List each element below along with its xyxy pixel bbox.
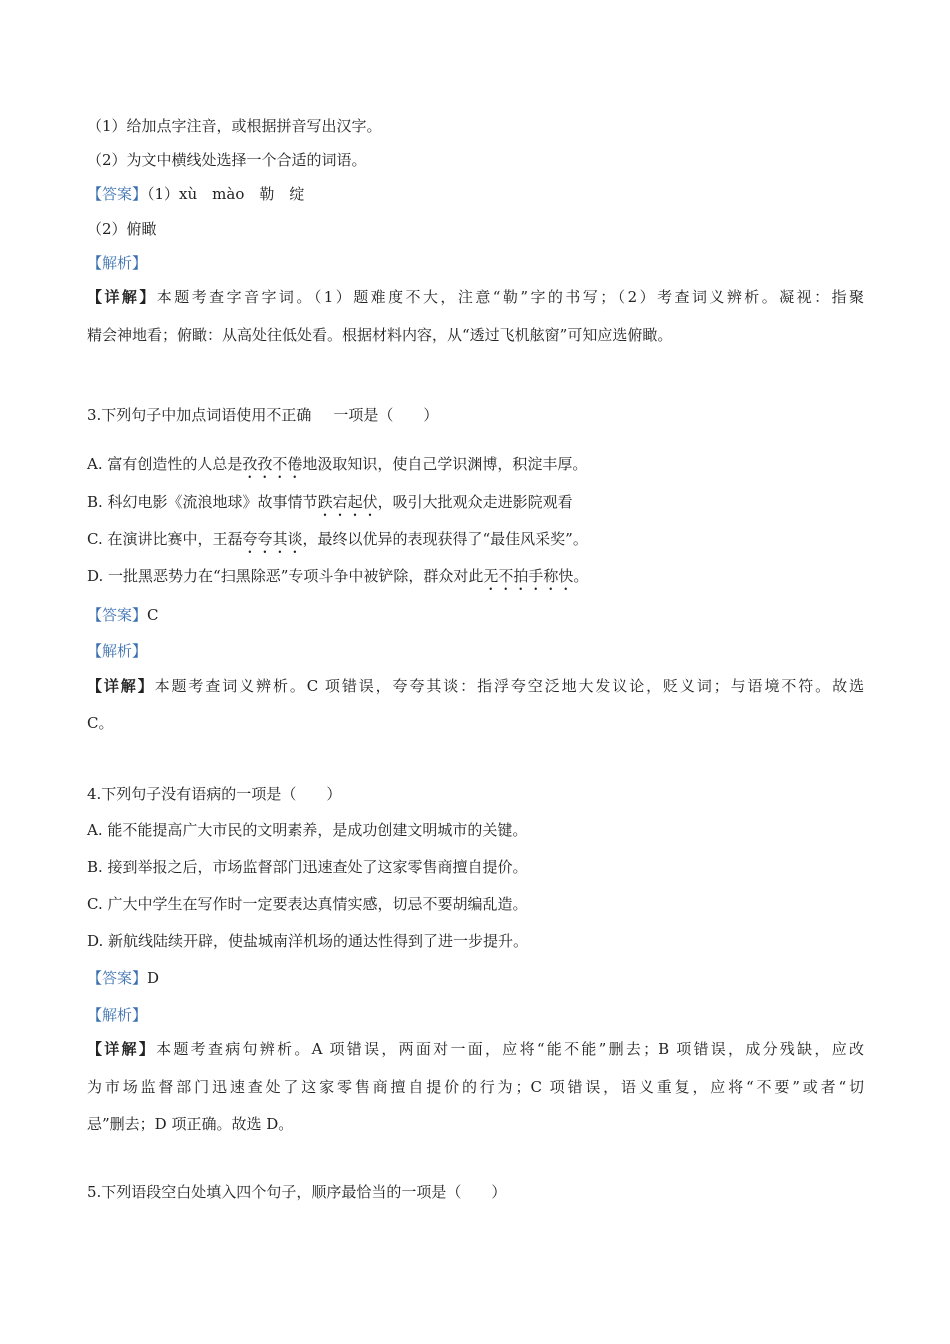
option-text: 地汲取知识，使自己学识渊博，积淀丰厚。: [302, 455, 588, 473]
q4-analysis-tag: 【解析】: [87, 1006, 148, 1024]
q3-option-b: [87, 491, 864, 520]
q3-detail-line2: C。: [87, 714, 114, 732]
detail-text: 本题考查病句辨析。A 项错误，两面对一面，应将“能不能”删去；B 项错误，成分残缺，应改: [156, 1040, 864, 1058]
dotted-word: 跌宕起伏: [317, 493, 378, 511]
q3-analysis-tag: 【解析】: [87, 642, 148, 660]
q4-detail-line2: 为市场监督部门迅速查处了这家零售商擅自提价的行为；C 项错误，语义重复，应将“不要”或者“切: [87, 1078, 864, 1096]
q4-option-b: B. 接到举报之后，市场监督部门迅速查处了这家零售商擅自提价。: [87, 858, 528, 876]
q3-option-d: [87, 565, 864, 594]
option-text: D. 一批黑恶势力在“扫黑除恶”专项斗争中被铲除，群众对此: [87, 567, 484, 585]
q3-option-c: [87, 528, 864, 557]
dotted-word: 孜孜不倦: [242, 455, 303, 473]
option-text: ，最终以优异的表现获得了“最佳风采奖”。: [302, 530, 588, 548]
q4-option-a: A. 能不能提高广大市民的文明素养，是成功创建文明城市的关键。: [87, 821, 528, 839]
q3-stem-b: 一项是（ ）: [333, 406, 439, 424]
q4-stem: 4.下列句子没有语病的一项是（ ）: [87, 785, 342, 803]
answer-tag: 【答案】: [87, 969, 148, 987]
q3-stem-a: 3.下列句子中加点词语使用不正确: [87, 406, 312, 424]
option-text: ，吸引大批观众走进影院观看: [377, 493, 573, 511]
q4-option-c: C. 广大中学生在写作时一定要表达真情实感，切忌不要胡编乱造。: [87, 895, 528, 913]
q2-detail-line2: 精会神地看；俯瞰：从高处往低处看。根据材料内容，从“透过飞机舷窗”可知应选俯瞰。: [87, 326, 673, 344]
dotted-word: 无不拍手称快: [483, 567, 574, 585]
option-text: 。: [573, 567, 589, 585]
detail-tag: 【详解】: [87, 677, 155, 695]
q2-sub2: （2）为文中横线处选择一个合适的词语。: [87, 151, 367, 169]
option-text: B. 科幻电影《流浪地球》故事情节: [87, 493, 318, 511]
q4-option-d: D. 新航线陆续开辟，使盐城南洋机场的通达性得到了进一步提升。: [87, 932, 529, 950]
q5-stem: 5.下列语段空白处填入四个句子，顺序最恰当的一项是（ ）: [87, 1183, 507, 1201]
dotted-word: 夸夸其谈: [242, 530, 303, 548]
detail-text: 本题考查字音字词。（1）题难度不大，注意“勒”字的书写；（2）考查词义辨析。凝视：指聚: [156, 288, 864, 306]
answer-tag: 【答案】: [87, 185, 148, 203]
option-text: C. 在演讲比赛中，王磊: [87, 530, 243, 548]
q3-answer: [87, 604, 864, 626]
detail-tag: 【详解】: [87, 1040, 157, 1058]
q3-stem: [87, 404, 864, 426]
option-text: A. 富有创造性的人总是: [87, 455, 243, 473]
answer-text: D: [147, 969, 160, 987]
q2-analysis-tag: 【解析】: [87, 254, 148, 272]
q2-answer: [87, 183, 864, 205]
answer-text: （1）xù mào 勒 绽: [147, 185, 305, 203]
q4-detail-line1: [87, 1038, 864, 1060]
detail-tag: 【详解】: [87, 288, 157, 306]
q2-sub1: （1）给加点字注音，或根据拼音写出汉字。: [87, 117, 382, 135]
q3-option-a: [87, 453, 864, 482]
q2-detail-line1: [87, 286, 864, 308]
q3-detail-line1: [87, 675, 864, 697]
q2-answer-2: （2）俯瞰: [87, 220, 157, 238]
q4-detail-line3: 忌”删去；D 项正确。故选 D。: [87, 1115, 294, 1133]
answer-text: C: [147, 606, 159, 624]
answer-tag: 【答案】: [87, 606, 148, 624]
detail-text: 本题考查词义辨析。C 项错误，夸夸其谈：指浮夸空泛地大发议论，贬义词；与语境不符。故选: [154, 677, 864, 695]
q4-answer: [87, 967, 864, 989]
